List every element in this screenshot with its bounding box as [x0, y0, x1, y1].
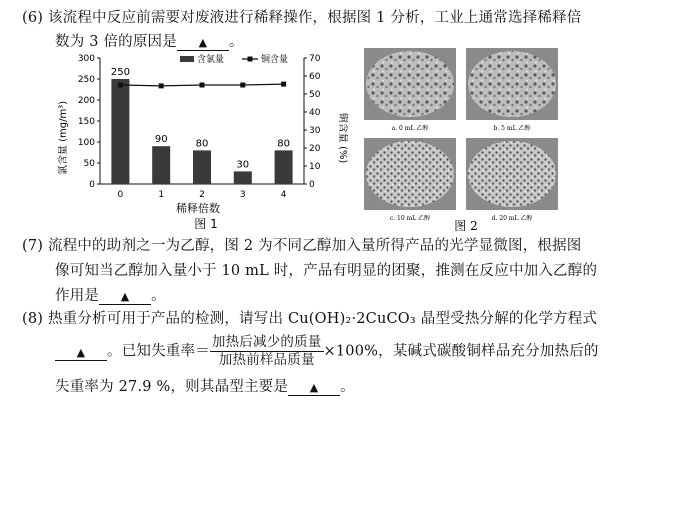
legend-line-marker — [248, 57, 253, 62]
figure2-caption: 图 2 — [454, 219, 478, 232]
q8-line2 — [55, 334, 599, 369]
micrograph-b — [466, 48, 558, 120]
q7-line3 — [55, 284, 166, 305]
right-tick-label: 30 — [309, 126, 321, 136]
chart-line-series — [118, 82, 286, 89]
left-tick-label: 250 — [77, 75, 95, 85]
chart-legend — [180, 53, 288, 65]
x-tick-label: 0 — [117, 190, 124, 200]
q8-line2-end: ×100%，某碱式碳酸铜样品充分加热后的 — [323, 343, 599, 360]
bar-data-label: 250 — [110, 67, 130, 78]
x-tick-label: 4 — [280, 190, 287, 200]
left-tick-label: 50 — [83, 159, 95, 169]
line-point — [118, 83, 123, 88]
right-tick-label: 20 — [309, 144, 321, 154]
figure1-chart — [58, 48, 348, 230]
bar — [111, 79, 129, 184]
q8-line1: (8) 热重分析可用于产品的检测，请写出 Cu(OH)₂·2CuCO₃ 晶型受热分解的化学方程式 — [22, 311, 598, 327]
q7-answer-blank[interactable]: ▲ — [99, 290, 151, 305]
q8-line3 — [55, 375, 355, 396]
x-tick-label: 3 — [239, 190, 246, 200]
bar — [152, 146, 170, 184]
bar-data-label: 90 — [154, 134, 168, 146]
line-point — [240, 83, 245, 88]
left-tick-label: 150 — [77, 117, 95, 127]
left-tick-label: 0 — [89, 180, 95, 190]
bar-data-label: 30 — [236, 159, 250, 171]
right-tick-label: 70 — [309, 54, 321, 64]
micrograph-d-label: d. 20 mL 乙醇 — [491, 215, 533, 222]
left-tick-label: 300 — [77, 54, 95, 64]
right-tick-label: 0 — [309, 180, 315, 190]
bar-data-label: 80 — [195, 138, 209, 150]
legend-line-label: 铜含量 — [261, 55, 289, 65]
x-tick-label: 2 — [199, 190, 205, 200]
y-axis-label-right: 铜含量 (%) — [337, 112, 348, 164]
q6-line2-text: 数为 3 倍的原因是 — [55, 34, 177, 50]
right-tick-label: 40 — [309, 108, 321, 118]
q8-answer-blank[interactable]: ▲ — [288, 381, 340, 396]
q6-line1: (6) 该流程中反应前需要对废液进行稀释操作，根据图 1 分析，工业上通常选择稀释倍 — [22, 10, 582, 26]
y-axis-label-left: 氯含量 (mg/m³) — [58, 100, 69, 176]
q6-line2-end: 。 — [228, 34, 244, 50]
q7-line1: (7) 流程中的助剂之一为乙醇，图 2 为不同乙醇加入量所得产品的光学显微图，根据图 — [22, 238, 582, 254]
micrograph-d — [466, 138, 558, 210]
line-point — [159, 83, 164, 88]
q7-line2: 像可知当乙醇加入量小于 10 mL 时，产品有明显的团聚，推测在反应中加入乙醇的 — [55, 263, 598, 279]
bar — [275, 150, 293, 184]
line-point — [281, 82, 286, 87]
bar — [234, 171, 252, 184]
legend-bar-swatch — [180, 56, 194, 62]
q8-line3-end: 。 — [340, 379, 355, 395]
q8-line3-text: 失重率为 27.9 %，则其晶型主要是 — [55, 379, 289, 395]
micrograph-a — [364, 48, 456, 120]
right-tick-label: 50 — [309, 90, 321, 100]
legend-bar-label: 含氯量 — [197, 55, 225, 65]
q7-line3-end: 。 — [151, 288, 166, 304]
micrograph-c-label: c. 10 mL 乙醇 — [389, 215, 431, 222]
micrograph-b-label: b. 5 mL 乙醇 — [493, 125, 531, 132]
figure2-micrographs — [362, 46, 558, 232]
x-tick-label: 1 — [158, 190, 165, 200]
bar-data-label: 80 — [277, 138, 290, 150]
bar — [193, 150, 211, 184]
fraction-numerator: 加热后减少的质量 — [211, 334, 322, 350]
micrograph-c — [364, 138, 456, 210]
fraction-denominator: 加热前样品质量 — [218, 352, 315, 368]
left-tick-label: 100 — [77, 138, 95, 148]
q7-line3-text: 作用是 — [55, 288, 100, 304]
figure1-caption: 图 1 — [194, 217, 218, 230]
left-tick-label: 200 — [77, 96, 95, 106]
micrograph-a-label: a. 0 mL 乙醇 — [391, 125, 429, 132]
q6-answer-blank[interactable]: ▲ — [177, 36, 229, 51]
q8-line2-mid: 。已知失重率＝ — [107, 343, 210, 360]
right-tick-label: 60 — [309, 72, 321, 82]
x-axis-label: 稀释倍数 — [176, 202, 220, 215]
right-tick-label: 10 — [309, 162, 321, 172]
q8-equation-blank[interactable]: ▲ — [55, 346, 107, 361]
mass-loss-fraction — [210, 334, 324, 369]
line-point — [200, 83, 205, 88]
